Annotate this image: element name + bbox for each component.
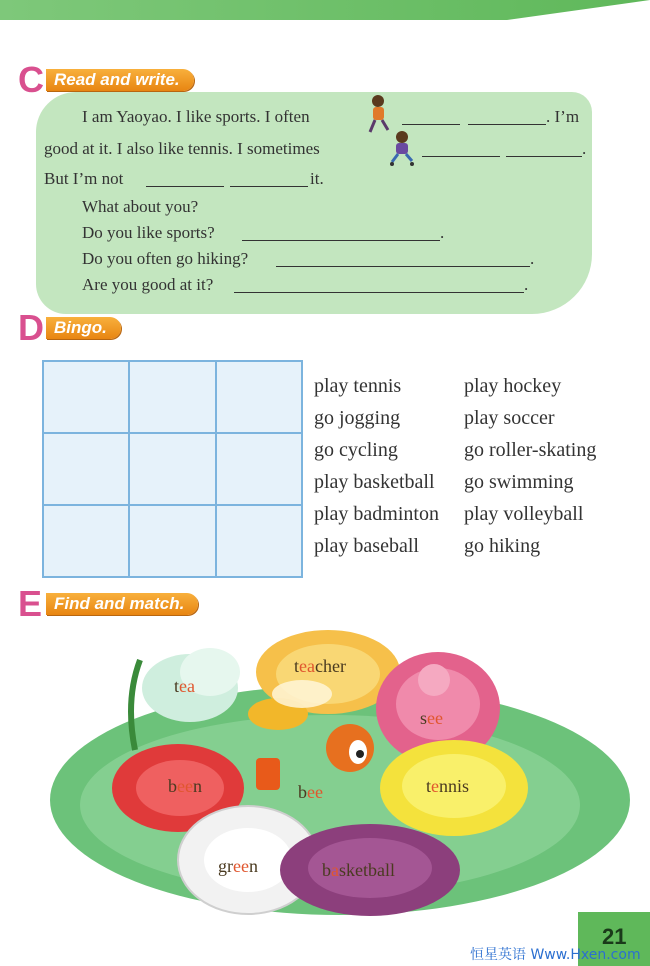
top-green-bar (0, 0, 650, 20)
section-title: Find and match. (46, 593, 198, 615)
word-green: green (218, 856, 258, 876)
bingo-cell[interactable] (129, 433, 215, 505)
section-e-header (18, 583, 238, 624)
bingo-cell[interactable] (129, 361, 215, 433)
question-3-end: . (530, 249, 535, 268)
question-2: Do you like sports? (82, 223, 215, 242)
page-number: 21 (602, 924, 627, 949)
question-4-end: . (524, 275, 529, 294)
answer-blank[interactable] (506, 156, 582, 157)
word-basketball: basketball (322, 860, 395, 880)
text-line-2-end: . (582, 139, 587, 158)
watermark: 恒星英语 Www.Hxen.com (470, 947, 641, 963)
answer-blank[interactable] (242, 240, 440, 241)
question-1: What about you? (82, 197, 199, 216)
phrase-left: play badminton (314, 503, 439, 525)
answer-blank[interactable] (234, 292, 524, 293)
answer-blank[interactable] (468, 124, 546, 125)
bingo-cell[interactable] (216, 505, 302, 577)
phrase-right: play hockey (464, 375, 562, 397)
section-title: Bingo. (46, 317, 121, 339)
section-letter: C (18, 59, 44, 100)
word-teacher: teacher (294, 656, 346, 676)
word-tea: tea (174, 676, 195, 696)
word-been: been (168, 776, 202, 796)
answer-blank[interactable] (402, 124, 460, 125)
phrase-right: go hiking (464, 535, 541, 557)
text-line-3-end: it. (310, 169, 324, 188)
answer-blank[interactable] (146, 186, 224, 187)
phrase-left: play basketball (314, 471, 435, 493)
phrase-left: go jogging (314, 407, 401, 429)
phrase-left: play baseball (314, 535, 419, 557)
bingo-cell[interactable] (216, 433, 302, 505)
text-line-2: good at it. I also like tennis. I sometimes (44, 139, 320, 158)
section-c-header (18, 59, 238, 100)
section-title: Read and write. (46, 69, 194, 91)
word-bee: bee (298, 782, 323, 802)
phrase-right: play volleyball (464, 503, 584, 525)
question-4: Are you good at it? (82, 275, 214, 294)
bingo-cell[interactable] (43, 505, 129, 577)
answer-blank[interactable] (276, 266, 530, 267)
bingo-cell[interactable] (129, 505, 215, 577)
phrase-right: go swimming (464, 471, 574, 493)
word-tennis: tennis (426, 776, 470, 796)
text-line-1-end: . I’m (546, 107, 580, 126)
question-3: Do you often go hiking? (82, 249, 249, 268)
question-2-end: . (440, 223, 445, 242)
answer-blank[interactable] (230, 186, 308, 187)
section-letter: E (18, 583, 43, 624)
section-letter: D (18, 307, 44, 348)
word-see: see (420, 708, 443, 728)
text-line-1: I am Yaoyao. I like sports. I often (82, 107, 310, 126)
phrase-right: play soccer (464, 407, 555, 429)
answer-blank[interactable] (422, 156, 500, 157)
bingo-cell[interactable] (43, 361, 129, 433)
phrase-left: play tennis (314, 375, 402, 397)
bingo-cell[interactable] (216, 361, 302, 433)
phrase-right: go roller-skating (464, 439, 597, 461)
phrase-left: go cycling (314, 439, 398, 461)
girl-skating-icon (384, 128, 420, 168)
bingo-cell[interactable] (43, 433, 129, 505)
bingo-grid (42, 360, 303, 578)
section-d-header (18, 307, 158, 348)
text-line-3: But I’m not (44, 169, 124, 188)
